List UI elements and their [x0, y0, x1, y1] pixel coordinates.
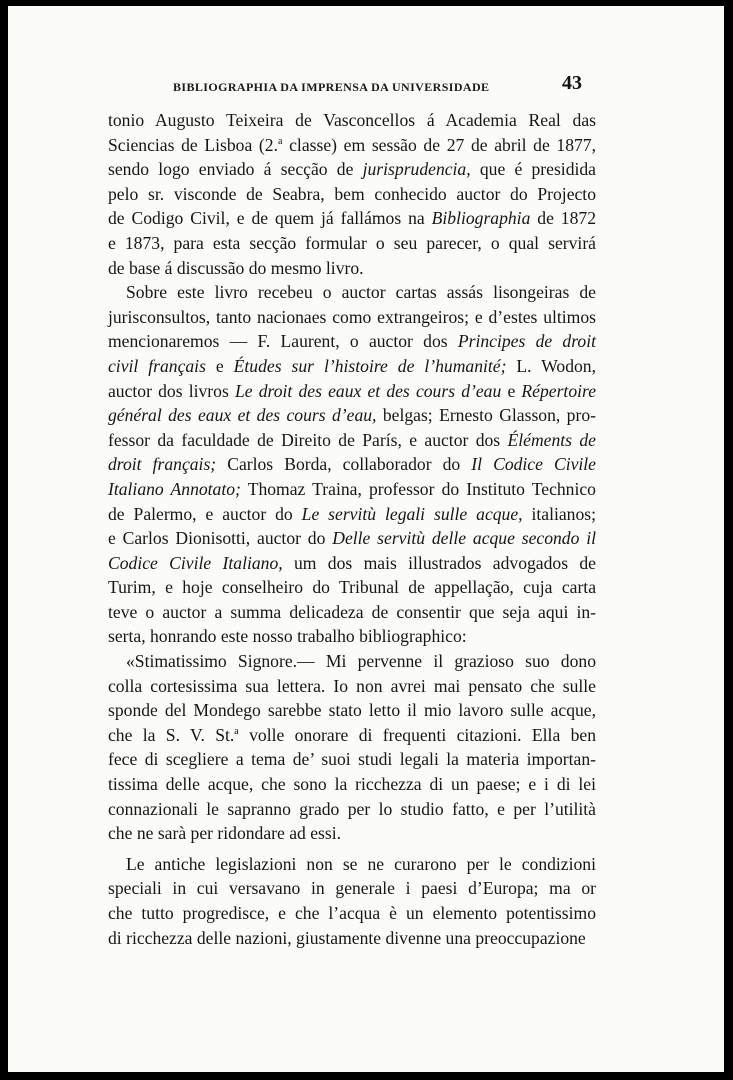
- text-line: e 1873, para esta secção formular o seu parecer, o qual servirá: [108, 232, 596, 253]
- italic-phrase: civil français: [108, 355, 206, 376]
- text-line: civil français e Études sur l’histoire de l’humanité; L. Wodon,: [108, 355, 596, 376]
- text-line: di ricchezza delle nazioni, giustamente divenne una preoccupazione: [108, 927, 586, 948]
- text-line: fece di scegliere a tema de’ suoi studi legali la materia importan-: [108, 749, 596, 770]
- text-line: fessor da faculdade de Direito de París, e auctor dos Éléments de: [108, 429, 596, 450]
- text-line: teve o auctor a summa delicadeza de consentir que seja aqui in-: [108, 601, 596, 622]
- text-line: Sobre este livro recebeu o auctor cartas assás lisongeiras de: [126, 282, 596, 303]
- body-text: [108, 108, 596, 950]
- italic-phrase: Études sur l’histoire de l’humanité;: [233, 355, 507, 376]
- text-line: tissima delle acque, che sono la ricchezza di un paese; e i di lei: [108, 774, 596, 795]
- paragraph: [108, 649, 596, 846]
- italic-phrase: Delle servitù delle acque secondo il: [332, 528, 596, 549]
- text-line: colla cortesissima sua lettera. Io non avrei mai pensato che sulle: [108, 675, 596, 696]
- text-line: auctor dos livros Le droit des eaux et des cours d’eau e Répertoire: [108, 380, 597, 401]
- running-head: BIBLIOGRAPHIA DA IMPRENSA DA UNIVERSIDADE: [173, 80, 490, 94]
- superscript: a: [278, 135, 283, 147]
- text-line: droit français; Carlos Borda, collaborador do Il Codice Civile: [108, 454, 596, 475]
- text-line: général des eaux et des cours d’eau, belgas; Ernesto Glasson, pro-: [108, 405, 596, 426]
- italic-phrase: jurisprudencia,: [362, 159, 471, 180]
- paragraph: [108, 108, 596, 280]
- text-line: speciali in cui versavano in generale i paesi d’Europa; ma or: [108, 878, 596, 899]
- text-line: de Codigo Civil, e de quem já fallámos na Bibliographia de 1872: [108, 208, 596, 229]
- text-line: «Stimatissimo Signore.— Mi pervenne il grazioso suo dono: [126, 651, 596, 672]
- italic-phrase: Il Codice Civile: [471, 454, 596, 475]
- italic-phrase: Italiano Annotato;: [108, 478, 241, 499]
- text-line: che tutto progredisce, e che l’acqua è un elemento potentissimo: [108, 903, 596, 923]
- text-line: Sciencias de Lisboa (2.$^a$ classe) em sessão de 27 de abril de 1877,: [108, 134, 597, 155]
- text-line: de base á discussão do mesmo livro.: [108, 257, 364, 278]
- text-line: tonio Augusto Teixeira de Vasconcellos á Academia Real das: [108, 110, 596, 130]
- text-line: pelo sr. visconde de Seabra, bem conhecido auctor do Projecto: [108, 183, 596, 204]
- superscript: a: [234, 725, 239, 737]
- italic-phrase: Principes de droit: [457, 331, 596, 352]
- text-line: de Palermo, e auctor do Le servitù legali sulle acque, italianos;: [108, 503, 596, 524]
- italic-phrase: Codice Civile Italiano,: [108, 552, 283, 573]
- paragraph: [108, 852, 596, 950]
- italic-phrase: droit français;: [108, 454, 217, 475]
- text-line: e Carlos Dionisotti, auctor do Delle servitù delle acque secondo il: [108, 528, 596, 549]
- text-line: serta, honrando este nosso trabalho bibliographico:: [108, 626, 467, 647]
- text-line: Codice Civile Italiano, um dos mais illustrados advogados de: [108, 552, 596, 573]
- italic-phrase: général des eaux et des cours d’eau,: [108, 405, 377, 426]
- text-line: che la S. V. St.$^a$ volle onorare di frequenti citazioni. Ella ben: [108, 724, 596, 745]
- text-line: jurisconsultos, tanto nacionaes como extrangeiros; e d’estes ultimos: [108, 306, 596, 327]
- text-line: sponde del Mondego sarebbe stato letto il mio lavoro sulle acque,: [108, 700, 596, 721]
- italic-phrase: Le droit des eaux et des cours d’eau: [234, 380, 502, 401]
- paragraph: [108, 280, 596, 649]
- book-page: [8, 6, 724, 1072]
- page-number: 43: [562, 72, 582, 94]
- text-line: Turim, e hoje conselheiro do Tribunal de appellação, cuja carta: [108, 577, 596, 598]
- italic-phrase: Répertoire: [521, 380, 597, 401]
- page-header: [8, 72, 724, 102]
- text-line: che ne sarà per ridondare ad essi.: [108, 823, 342, 844]
- text-line: mencionaremos — F. Laurent, o auctor dos Principes de droit: [108, 331, 596, 352]
- text-line: sendo logo enviado á secção de jurisprudencia, que é presidida: [108, 159, 596, 180]
- italic-phrase: Bibliographia: [431, 208, 531, 229]
- italic-phrase: Le servitù legali sulle acque,: [301, 503, 523, 524]
- text-line: Le antiche legislazioni non se ne curarono per le condizioni: [126, 853, 596, 874]
- text-line: connazionali le sapranno grado per lo studio fatto, e per l’utilità: [108, 798, 596, 819]
- italic-phrase: Éléments de: [507, 429, 596, 450]
- text-line: Italiano Annotato; Thomaz Traina, professor do Instituto Technico: [108, 478, 596, 499]
